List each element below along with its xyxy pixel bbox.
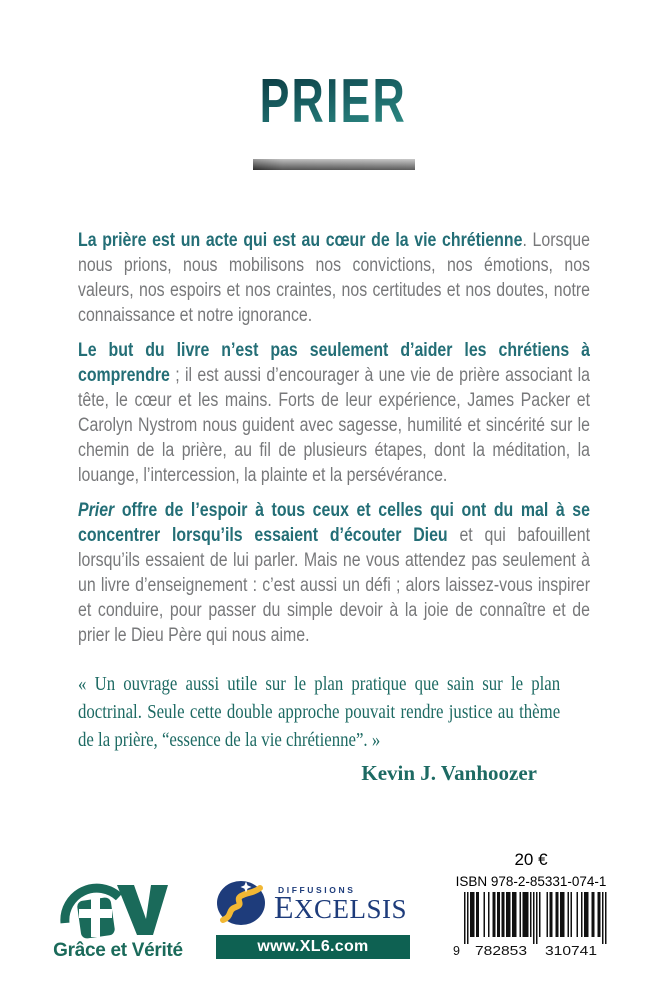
excelsis-wordmark [274,884,410,925]
synopsis-paragraph-3 [78,498,590,648]
excelsis-name: EXCELSIS [274,888,408,925]
paragraph-2-lead: Le but du livre n’est pas seulement d’aider les chrétiens à comprendre [78,340,590,386]
book-title: PRIER [259,67,408,136]
synopsis [78,228,590,648]
synopsis-paragraph-2 [78,338,590,488]
endorsement-author: Kevin J. Vanhoozer [361,761,537,785]
endorsement-quote: « Un ouvrage aussi utile sur le plan pratique que sain sur le plan doctrinal. Seule cette double approche pouvait rendre justice au thème de la prière, “essence de la vie chrétienne”. » [78,673,561,751]
paragraph-2-rest: ; il est aussi d’encourager à une vie de prière associant la tête, le cœur et les mains. Forts de leur expérience, James Packer et Carolyn Nystrom nous guident avec sagesse, humilité et sincérité sur le chemin de la prière, au fil de plusieurs étapes, dont la méditation, la louange, l’intercession, la plainte et la persévérance. [78,365,590,486]
grace-et-verite-mark-icon [59,877,177,939]
paragraph-3-rest: et qui bafouillent lorsqu’ils essaient de lui parler. Mais ne vous attendez pas seulement à un livre d’enseignement : c’est aussi un défi ; alors laissez-vous inspirer et conduire, pour passer du simple devoir à la joie de connaître et de prier le Dieu Père qui nous aime. [78,525,590,646]
paragraph-1-lead: La prière est un acte qui est au cœur de la vie chrétienne [78,230,523,251]
barcode-left-digit: 9 [453,944,460,958]
xl6-website-banner: www.XL6.com [216,935,410,959]
excelsis-globe-icon [216,880,266,926]
excelsis-logo-row [216,880,410,926]
barcode-left-group: 782853 [475,944,528,958]
paragraph-3-lead: offre de l’espoir à tous ceux et celles qui ont du mal à se concentrer lorsqu’ils essaient d’écouter Dieu [78,500,590,546]
v-letter-icon [117,885,168,935]
excelsis-tagline: DIFFUSIONS [278,884,356,895]
page-title [0,67,667,136]
title-divider [253,159,415,170]
paragraph-1-rest: . Lorsque nous prions, nous mobilisons nos convictions, nos émotions, nos valeurs, nos espoirs et nos craintes, nos certitudes et nos doutes, notre connaissance et notre ignorance. [78,230,590,326]
retail-info [453,851,609,958]
isbn-label: ISBN 978-2-85331-074-1 [455,874,607,889]
grace-et-verite-label: Grâce et Vérité [53,940,183,961]
excelsis-logo [216,880,410,959]
price: 20 € [514,850,548,869]
barcode-right-group: 310741 [545,944,598,958]
ean13-barcode [453,892,609,958]
synopsis-paragraph-1 [78,228,590,328]
paragraph-3-book-name: Prier [78,500,115,521]
grace-et-verite-logo [46,877,190,962]
